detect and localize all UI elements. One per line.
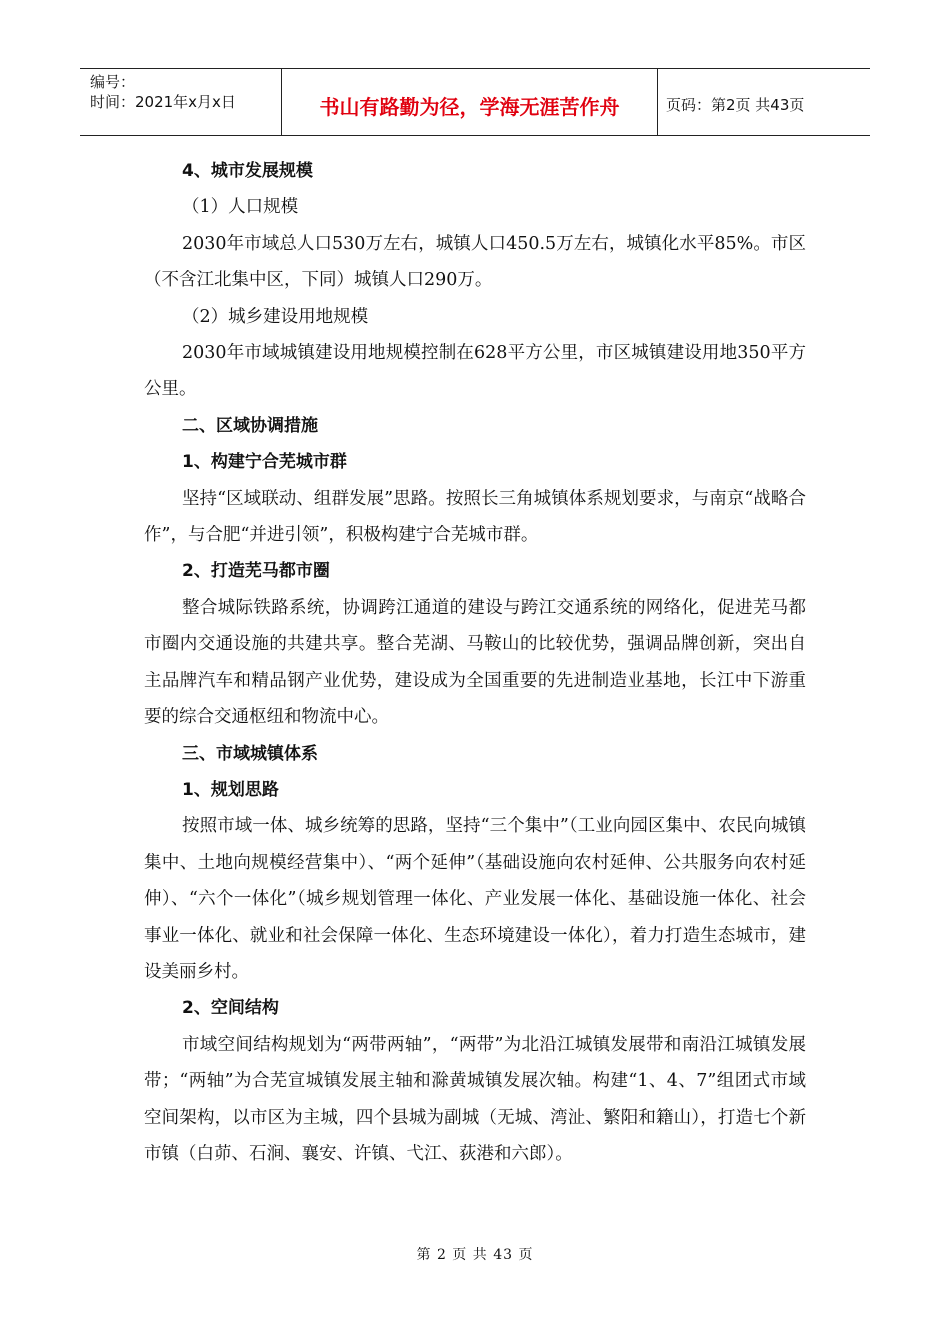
heading-metro-area: 2、打造芜马都市圈 xyxy=(182,561,330,582)
header-page-info: 页码：第2页 共43页 xyxy=(666,95,805,114)
number-label: 编号： xyxy=(90,73,136,91)
heading-city-cluster: 1、构建宁合芜城市群 xyxy=(182,452,347,473)
header-meta xyxy=(80,69,282,135)
page-header xyxy=(80,68,870,136)
subheading-population: （1）人口规模 xyxy=(182,197,299,218)
heading-planning-approach: 1、规划思路 xyxy=(182,779,279,800)
heading-spatial-structure: 2、空间结构 xyxy=(182,998,279,1019)
heading-regional-coordination: 二、区域协调措施 xyxy=(182,415,318,436)
subheading-land-use: （2）城乡建设用地规模 xyxy=(182,306,369,327)
document-body xyxy=(144,153,806,1172)
page-footer: 第 2 页 共 43 页 xyxy=(416,1247,534,1263)
paragraph-spatial-structure: 市域空间结构规划为“两带两轴”，“两带”为北沿江城镇发展带和南沿江城镇发展带；“两轴”为合芜宣城镇发展主轴和滁黄城镇发展次轴。构建“1、4、7”组团式市域空间架构，以市区为主城，四个县城为副城（无城、湾沚、繁阳和籍山），打造七个新市镇（白茆、石涧、襄安、许镇、弋江、荻港和六郎）。 xyxy=(144,1034,806,1164)
paragraph-planning-approach: 按照市域一体、城乡统筹的思路，坚持“三个集中”（工业向园区集中、农民向城镇集中、土地向规模经营集中）、“两个延伸”（基础设施向农村延伸、公共服务向农村延伸）、“六个一体化”（城乡规划管理一体化、产业发展一体化、基础设施一体化、社会事业一体化、就业和社会保障一体化、生态环境建设一体化），着力打造生态城市，建设美丽乡村。 xyxy=(144,816,806,982)
header-motto: 书山有路勤为径，学海无涯苦作舟 xyxy=(282,69,658,135)
paragraph-land-use: 2030年市域城镇建设用地规模控制在628平方公里，市区城镇建设用地350平方公里。 xyxy=(144,343,806,400)
date-label: 时间：2021年x月x日 xyxy=(90,93,236,111)
paragraph-city-cluster: 坚持“区域联动、组群发展”思路。按照长三角城镇体系规划要求，与南京“战略合作”，与合肥“并进引领”，积极构建宁合芜城市群。 xyxy=(144,488,806,546)
heading-town-system: 三、市域城镇体系 xyxy=(182,743,318,764)
paragraph-population: 2030年市域总人口530万左右，城镇人口450.5万左右，城镇化水平85%。市区（不含江北集中区，下同）城镇人口290万。 xyxy=(144,233,806,291)
heading-city-scale: 4、城市发展规模 xyxy=(182,161,313,181)
paragraph-metro-area: 整合城际铁路系统，协调跨江通道的建设与跨江交通系统的网络化，促进芜马都市圈内交通设施的共建共享。整合芜湖、马鞍山的比较优势，强调品牌创新，突出自主品牌汽车和精品钢产业优势，建设成为全国重要的先进制造业基地，长江中下游重要的综合交通枢纽和物流中心。 xyxy=(144,597,806,728)
